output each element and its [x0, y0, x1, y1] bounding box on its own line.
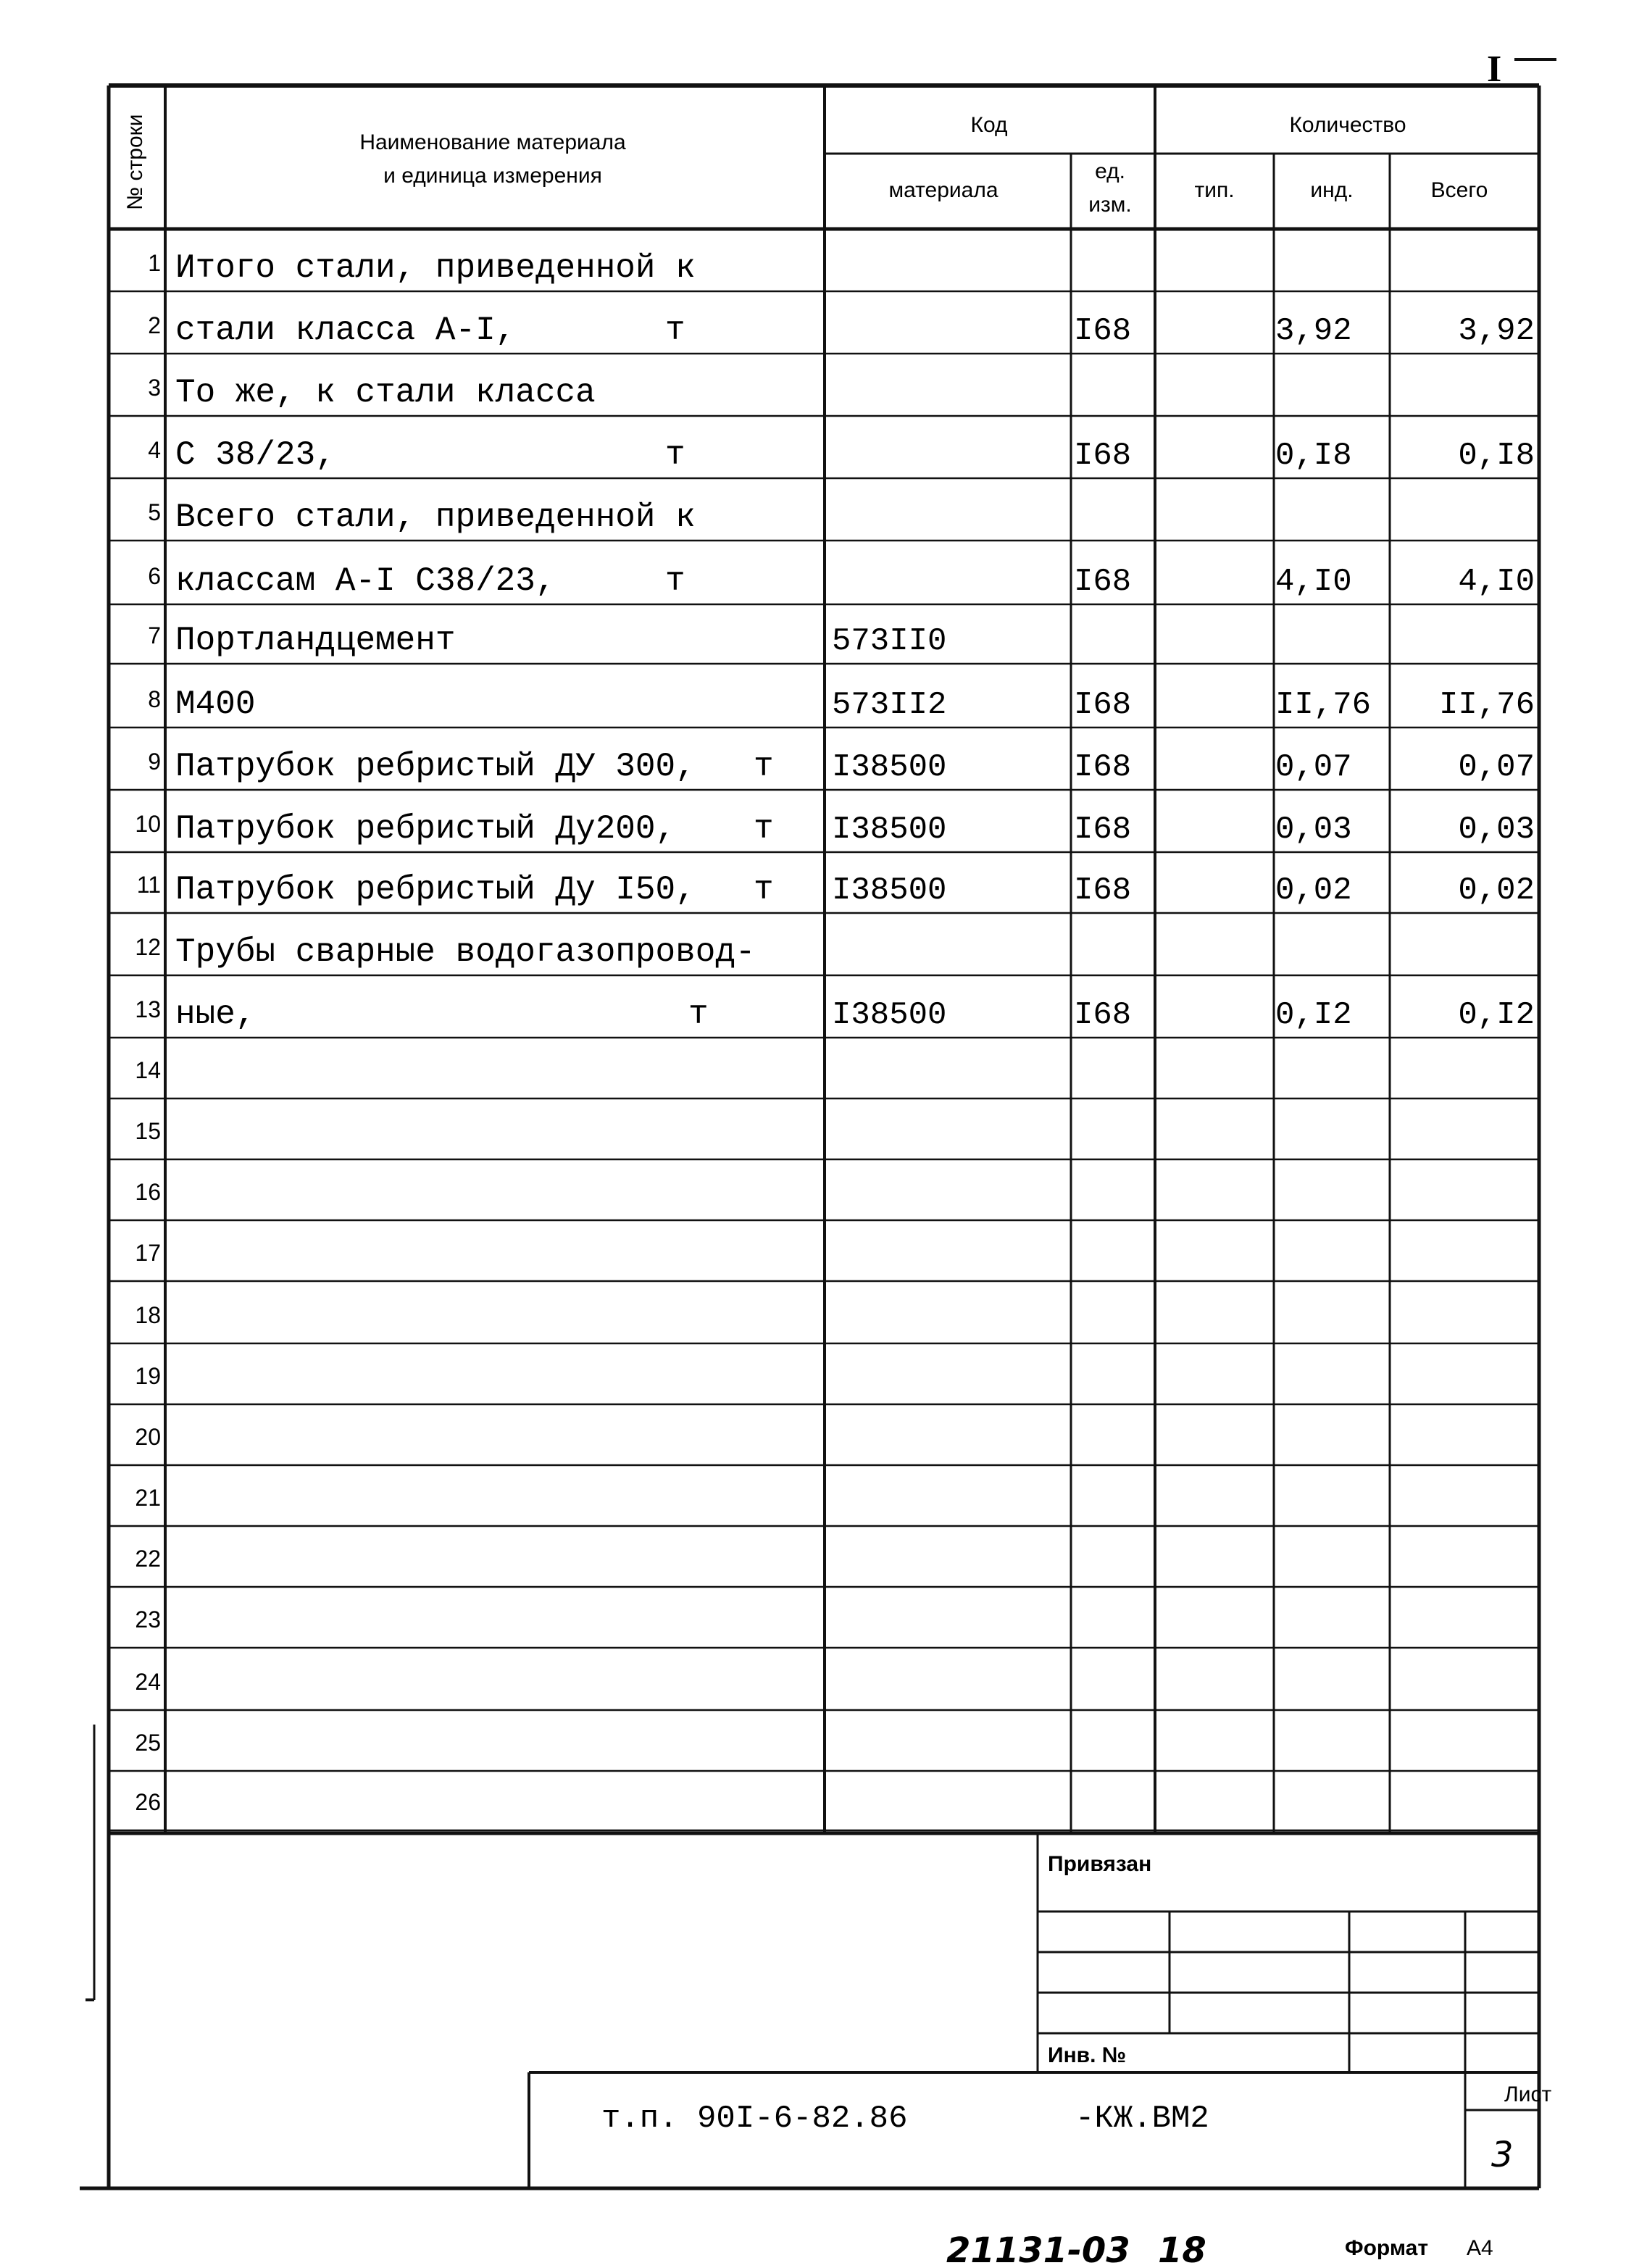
material-code: 573II2 [832, 687, 947, 723]
material-code: I38500 [832, 872, 947, 909]
header-code-unit-1: ед. [1095, 159, 1125, 183]
row-number: 21 [135, 1485, 161, 1511]
unit-code: I68 [1074, 438, 1132, 474]
row-number: 8 [148, 686, 161, 712]
qty-total: 0,I2 [1458, 997, 1535, 1033]
unit-of-measure: т [665, 562, 685, 600]
material-name: Патрубок ребристый Ду I50, [175, 871, 696, 909]
header-qty-ind: инд. [1310, 178, 1354, 202]
material-code: 573II0 [832, 623, 947, 659]
qty-individual: 0,02 [1275, 872, 1352, 909]
header-code-material: материала [888, 178, 998, 202]
handwritten-page-number: 18 [1158, 2230, 1206, 2268]
header-name-line2: и единица измерения [383, 164, 602, 188]
header-row-no: № строки [123, 114, 147, 210]
row-number: 14 [135, 1057, 161, 1083]
row-number: 16 [135, 1179, 161, 1205]
row-number: 13 [135, 996, 161, 1022]
row-number: 7 [148, 622, 161, 649]
table-body [135, 249, 1535, 1815]
qty-individual: 3,92 [1275, 313, 1352, 349]
title-block [601, 1852, 1551, 2175]
row-number: 23 [135, 1606, 161, 1633]
unit-code: I68 [1074, 687, 1132, 723]
material-name: Патрубок ребристый ДУ 300, [175, 748, 696, 785]
unit-code: I68 [1074, 749, 1132, 785]
row-number: 17 [135, 1240, 161, 1266]
row-number: 22 [135, 1546, 161, 1572]
row-number: 25 [135, 1730, 161, 1756]
header-qty-typ: тип. [1194, 178, 1235, 202]
qty-individual: 0,03 [1275, 812, 1352, 848]
row-number: 4 [148, 437, 161, 463]
material-code: I38500 [832, 812, 947, 848]
page-mark: I [1487, 49, 1502, 90]
row-number: 12 [135, 934, 161, 960]
material-name: ные, [175, 996, 256, 1033]
unit-code: I68 [1074, 313, 1132, 349]
unit-code: I68 [1074, 872, 1132, 909]
qty-total: 0,07 [1458, 749, 1535, 785]
unit-of-measure: т [665, 436, 685, 474]
qty-total: II,76 [1438, 687, 1535, 723]
material-name: С 38/23, [175, 436, 335, 474]
material-name: классам А-I С38/23, [175, 562, 556, 600]
material-name: М400 [175, 685, 256, 723]
qty-individual: II,76 [1275, 687, 1372, 723]
row-number: 5 [148, 499, 161, 525]
row-number: 24 [135, 1669, 161, 1695]
unit-code: I68 [1074, 564, 1132, 600]
material-name: Всего стали, приведенной к [175, 499, 696, 536]
stamp-attached: Привязан [1048, 1852, 1152, 1876]
header-name-line1: Наименование материала [359, 130, 626, 154]
header-quantity: Количество [1289, 113, 1406, 137]
qty-total: 0,02 [1458, 872, 1535, 909]
unit-of-measure: т [754, 871, 774, 909]
qty-total: 0,I8 [1458, 438, 1535, 474]
row-number: 19 [135, 1363, 161, 1389]
material-code: I38500 [832, 997, 947, 1033]
row-number: 20 [135, 1424, 161, 1450]
qty-individual: 0,07 [1275, 749, 1352, 785]
row-number: 10 [135, 811, 161, 837]
doc-suffix: -КЖ.ВМ2 [1075, 2101, 1209, 2137]
qty-total: 4,I0 [1458, 564, 1535, 600]
material-name: То же, к стали класса [175, 374, 596, 412]
qty-individual: 4,I0 [1275, 564, 1352, 600]
qty-total: 3,92 [1458, 313, 1535, 349]
table-header [123, 113, 1488, 217]
unit-of-measure: т [754, 748, 774, 785]
row-number: 9 [148, 749, 161, 775]
row-number: 6 [148, 563, 161, 589]
material-name: Трубы сварные водогазопровод- [175, 933, 756, 971]
row-number: 2 [148, 312, 161, 338]
qty-individual: 0,I2 [1275, 997, 1352, 1033]
material-name: Портландцемент [175, 622, 456, 659]
header-code-unit-2: изм. [1088, 193, 1132, 217]
row-number: 3 [148, 375, 161, 401]
unit-of-measure: т [754, 810, 774, 848]
header-qty-total: Всего [1430, 178, 1488, 202]
unit-of-measure: т [665, 312, 685, 349]
row-number: 18 [135, 1302, 161, 1328]
sheet-number: 3 [1491, 2135, 1514, 2175]
sheet-label: Лист [1504, 2083, 1552, 2106]
material-name: Патрубок ребристый Ду200, [175, 810, 676, 848]
format-label: Формат [1345, 2236, 1429, 2260]
row-number: 11 [136, 872, 161, 898]
qty-total: 0,03 [1458, 812, 1535, 848]
row-number: 26 [135, 1789, 161, 1815]
doc-code: т.п. 90I-6-82.86 [601, 2101, 908, 2137]
header-code: Код [970, 113, 1008, 137]
unit-of-measure: т [688, 996, 709, 1033]
material-code: I38500 [832, 749, 947, 785]
unit-code: I68 [1074, 812, 1132, 848]
row-number: 15 [135, 1118, 161, 1144]
material-name: Итого стали, приведенной к [175, 249, 696, 287]
handwritten-inventory-number: 21131-03 [946, 2230, 1130, 2268]
stamp-inv-no: Инв. № [1048, 2043, 1127, 2067]
qty-individual: 0,I8 [1275, 438, 1352, 474]
format-value: А4 [1467, 2236, 1493, 2260]
footer [946, 2230, 1493, 2268]
material-name: стали класса А-I, [175, 312, 516, 349]
row-number: 1 [148, 250, 161, 276]
unit-code: I68 [1074, 997, 1132, 1033]
